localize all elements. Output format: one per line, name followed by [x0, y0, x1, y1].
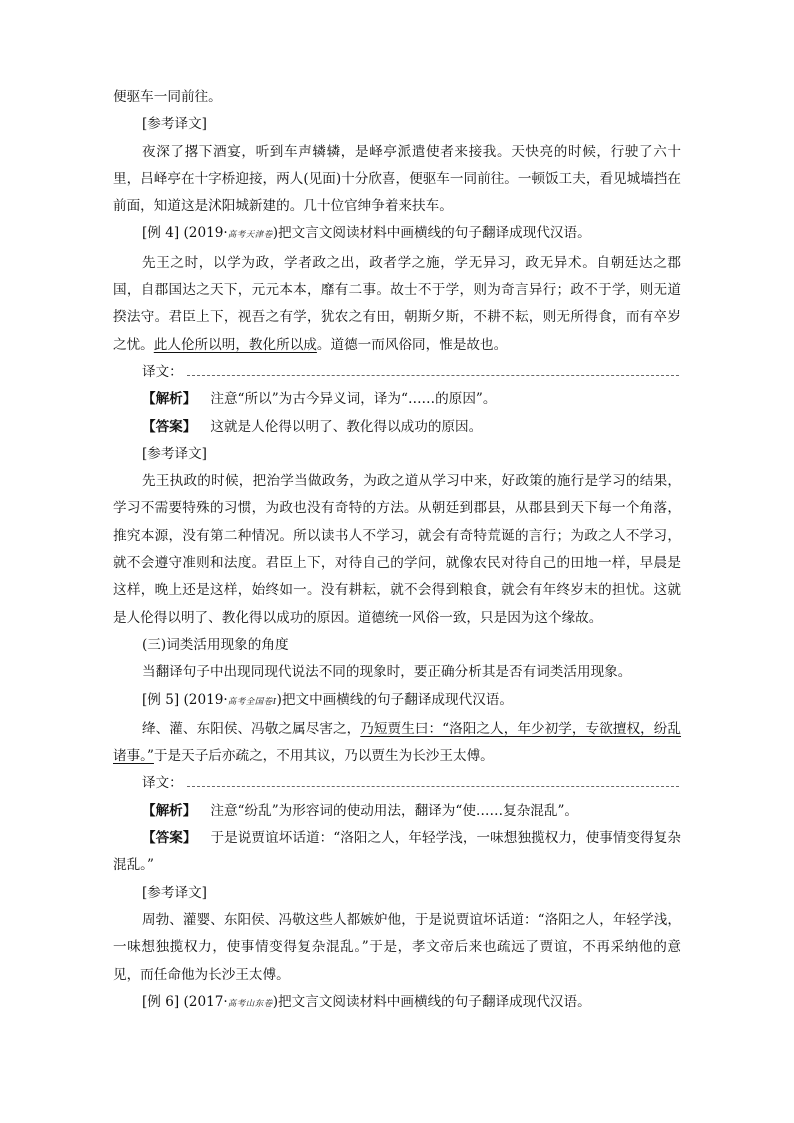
document-page [113, 84, 681, 1018]
section-text: 当翻译句子中出现同现代说法不同的现象时，要正确分析其是否有词类活用现象。 [142, 664, 632, 681]
source-label: 高考山东卷 [227, 998, 273, 1009]
analysis-tag: 【解析】 [142, 391, 197, 408]
source-label: 高考天津卷 [227, 230, 273, 241]
reference-translation-text: 先王执政的时候，把治学当做政务，为政之道从学习中来，好政策的施行是学习的结果，学习不需要特殊的习惯，为政也没有奇特的方法。从朝廷到郡县，从郡县到天下每一个角落，推究本源，没有第二种情况。所以读书人不学习，就会有奇特荒诞的言行；为政之人不学习，就不会遵守准则和法度。君臣上下，对待自己的学问，就像农民对待自己的田地一样，早晨是这样，晚上还是这样，始终如一。没有耕耘，就不会得到粮食，就会有年终岁末的担忧。这就是人伦得以明了、教化得以成功的原因。道德统一风俗一致，只是因为这个缘故。 [113, 473, 681, 626]
example-4-passage: 先王之时，以学为政，学者政之出，政者学之施，学无异习，政无异术。自朝廷达之郡国，自郡国达之天下，元元本本，靡有二事。故士不于学，则为奇言异行；政不于学，则无道揆法守。君臣上下，视吾之有学，犹农之有田，朝斯夕斯，不耕不耘，则无所得食，而有卒岁之忧。此人伦所以明，教化所以成。道德一而风俗同，惟是故也。 [113, 254, 681, 353]
reference-translation-text: 夜深了撂下酒宴，听到车声辚辚，是峄亭派遣使者来接我。天快亮的时候，行驶了六十里，吕峄亭在十字桥迎接，两人(见面)十分欣喜，便驱车一同前往。一顿饭工夫，看见城墙挡在前面，知道这是沭阳城新建的。几十位官绅争着来扶车。 [113, 143, 681, 215]
underlined-sentence: 此人伦所以明，教化所以成 [153, 336, 317, 353]
example-5-heading: [例 5] (2019·高考全国卷Ⅰ)把文中画横线的句子翻译成现代汉语。 [142, 691, 513, 708]
example-4-heading: [例 4] (2019·高考天津卷)把文言文阅读材料中画横线的句子翻译成现代汉语。 [142, 225, 591, 242]
paragraph-continuation: 便驱车一同前往。 [113, 89, 222, 105]
analysis-line: 【解析】 注意“所以”为古今异义词，译为“……的原因”。 [142, 391, 497, 408]
translation-blank-line: 译文： [113, 359, 681, 386]
answer-blank[interactable] [187, 363, 679, 376]
example-5-passage: 绛、灌、东阳侯、冯敬之属尽害之，乃短贾生曰：“洛阳之人，年少初学，专欲擅权，纷乱诸事。”于是天子后亦疏之，不用其议，乃以贾生为长沙王太傅。 [113, 720, 682, 765]
underlined-sentence: 乃短贾生曰：“洛阳之人，年少初学，专欲擅权，纷乱诸事。” [113, 720, 682, 765]
answer-tag: 【答案】 [142, 418, 197, 435]
reference-translation-heading: [参考译文] [142, 116, 207, 133]
answer-line: 【答案】 这就是人伦得以明了、教化得以成功的原因。 [142, 418, 483, 435]
reference-translation-heading: [参考译文] [142, 445, 207, 462]
answer-blank[interactable] [187, 774, 679, 787]
translation-blank-line: 译文： [113, 770, 681, 797]
reference-translation-text: 周勃、灌婴、东阳侯、冯敬这些人都嫉妒他，于是说贾谊坏话道：“洛阳之人，年轻学浅，一味想独揽权力，使事情变得复杂混乱。”于是，孝文帝后来也疏远了贾谊，不再采纳他的意见，而任命他为长沙王太傅。 [113, 911, 681, 983]
reference-translation-heading: [参考译文] [142, 884, 207, 901]
answer-tag: 【答案】 [142, 830, 197, 847]
example-6-heading: [例 6] (2017·高考山东卷)把文言文阅读材料中画横线的句子翻译成现代汉语。 [142, 993, 591, 1010]
answer-line: 【答案】 于是说贾谊坏话道：“洛阳之人，年轻学浅，一味想独揽权力，使事情变得复杂混乱。” [113, 830, 681, 874]
section-heading: (三)词类活用现象的角度 [142, 636, 289, 653]
source-label: 高考全国卷Ⅰ [227, 696, 277, 707]
analysis-line: 【解析】 注意“纷乱”为形容词的使动用法，翻译为“使……复杂混乱”。 [142, 802, 579, 819]
analysis-tag: 【解析】 [142, 802, 197, 819]
